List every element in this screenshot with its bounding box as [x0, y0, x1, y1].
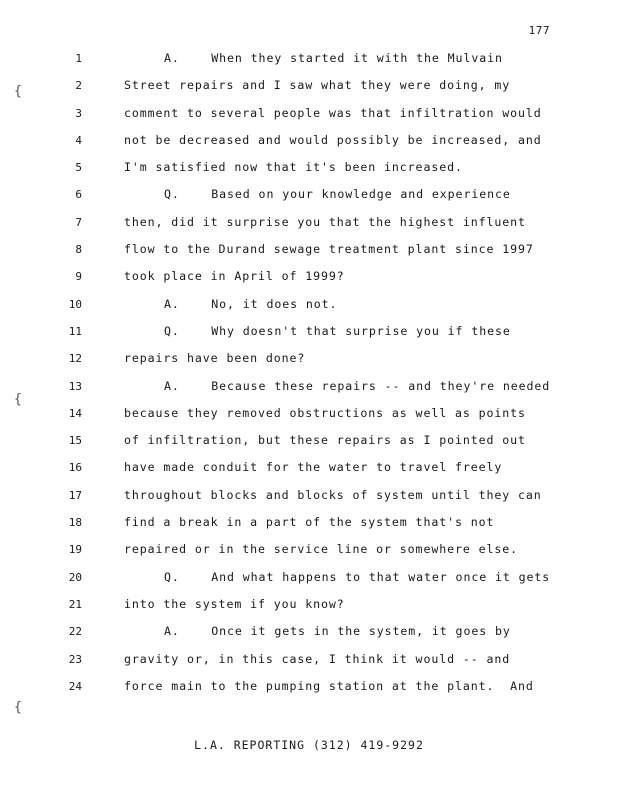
- transcript-line: [0, 487, 618, 514]
- line-text: find a break in a part of the system that's not: [124, 515, 495, 530]
- transcript-line: [0, 405, 618, 432]
- line-number: 18: [68, 516, 82, 530]
- transcript-line: [0, 596, 618, 623]
- transcript-line: [0, 541, 618, 568]
- line-text: force main to the pumping station at the plant. And: [124, 678, 534, 693]
- transcript-line: [0, 159, 618, 186]
- line-number: 10: [68, 297, 82, 311]
- line-number: 19: [68, 543, 82, 557]
- transcript-line: [0, 623, 618, 650]
- line-number: 12: [68, 352, 82, 366]
- line-number: 13: [68, 379, 82, 393]
- transcript-line: [0, 323, 618, 350]
- line-text: repairs have been done?: [124, 351, 306, 366]
- line-number: 4: [75, 133, 82, 147]
- transcript-line: [0, 296, 618, 323]
- line-number: 3: [75, 106, 82, 120]
- line-text: gravity or, in this case, I think it would -- and: [124, 651, 511, 666]
- transcript-line: [0, 214, 618, 241]
- line-number: 9: [75, 270, 82, 284]
- margin-bracket-mark: {: [14, 392, 22, 407]
- line-text: took place in April of 1999?: [124, 269, 345, 284]
- transcript-line: [0, 459, 618, 486]
- line-text: A. Once it gets in the system, it goes by: [164, 624, 511, 639]
- line-text: comment to several people was that infiltration would: [124, 105, 542, 120]
- transcript-line: [0, 241, 618, 268]
- line-text: throughout blocks and blocks of system until they can: [124, 487, 542, 502]
- transcript-line: [0, 514, 618, 541]
- line-number: 8: [75, 243, 82, 257]
- reporter-footer: L.A. REPORTING (312) 419-9292: [194, 738, 424, 752]
- transcript-line: [0, 132, 618, 159]
- line-number: 23: [68, 652, 82, 666]
- transcript-line: [0, 50, 618, 77]
- line-number: 22: [68, 625, 82, 639]
- transcript-line: [0, 569, 618, 596]
- transcript-line: [0, 105, 618, 132]
- transcript-line: [0, 268, 618, 295]
- line-text: I'm satisfied now that it's been increased.: [124, 160, 463, 175]
- line-number: 17: [68, 488, 82, 502]
- transcript-line: [0, 378, 618, 405]
- line-number: 15: [68, 434, 82, 448]
- line-text: A. Because these repairs -- and they're needed: [164, 378, 551, 393]
- line-text: Street repairs and I saw what they were doing, my: [124, 78, 511, 93]
- line-text: then, did it surprise you that the highest influent: [124, 214, 526, 229]
- line-number: 6: [75, 188, 82, 202]
- line-text: into the system if you know?: [124, 596, 345, 611]
- line-number: 14: [68, 406, 82, 420]
- line-number: 2: [75, 79, 82, 93]
- transcript-line: [0, 186, 618, 213]
- line-number: 24: [68, 679, 82, 693]
- transcript-lines: [0, 50, 618, 705]
- transcript-line: [0, 77, 618, 104]
- transcript-line: [0, 651, 618, 678]
- line-number: 21: [68, 597, 82, 611]
- margin-bracket-mark: {: [14, 700, 22, 715]
- line-number: 7: [75, 215, 82, 229]
- line-text: Q. Based on your knowledge and experience: [164, 187, 511, 202]
- line-number: 16: [68, 461, 82, 475]
- line-number: 11: [68, 324, 82, 338]
- page-number: 177: [528, 24, 550, 37]
- transcript-line: [0, 350, 618, 377]
- line-text: of infiltration, but these repairs as I pointed out: [124, 433, 526, 448]
- line-text: A. When they started it with the Mulvain: [164, 51, 503, 65]
- line-number: 1: [75, 52, 82, 65]
- line-text: have made conduit for the water to travel freely: [124, 460, 503, 475]
- transcript-line: [0, 678, 618, 705]
- line-number: 5: [75, 161, 82, 175]
- margin-bracket-mark: {: [14, 84, 22, 99]
- line-text: A. No, it does not.: [164, 296, 338, 311]
- line-text: flow to the Durand sewage treatment plant since 1997: [124, 242, 534, 257]
- line-number: 20: [68, 570, 82, 584]
- line-text: not be decreased and would possibly be increased, and: [124, 132, 542, 147]
- line-text: Q. And what happens to that water once it gets: [164, 569, 551, 584]
- line-text: repaired or in the service line or somewhere else.: [124, 542, 519, 557]
- line-text: because they removed obstructions as well as points: [124, 405, 526, 420]
- line-text: Q. Why doesn't that surprise you if these: [164, 323, 511, 338]
- transcript-line: [0, 432, 618, 459]
